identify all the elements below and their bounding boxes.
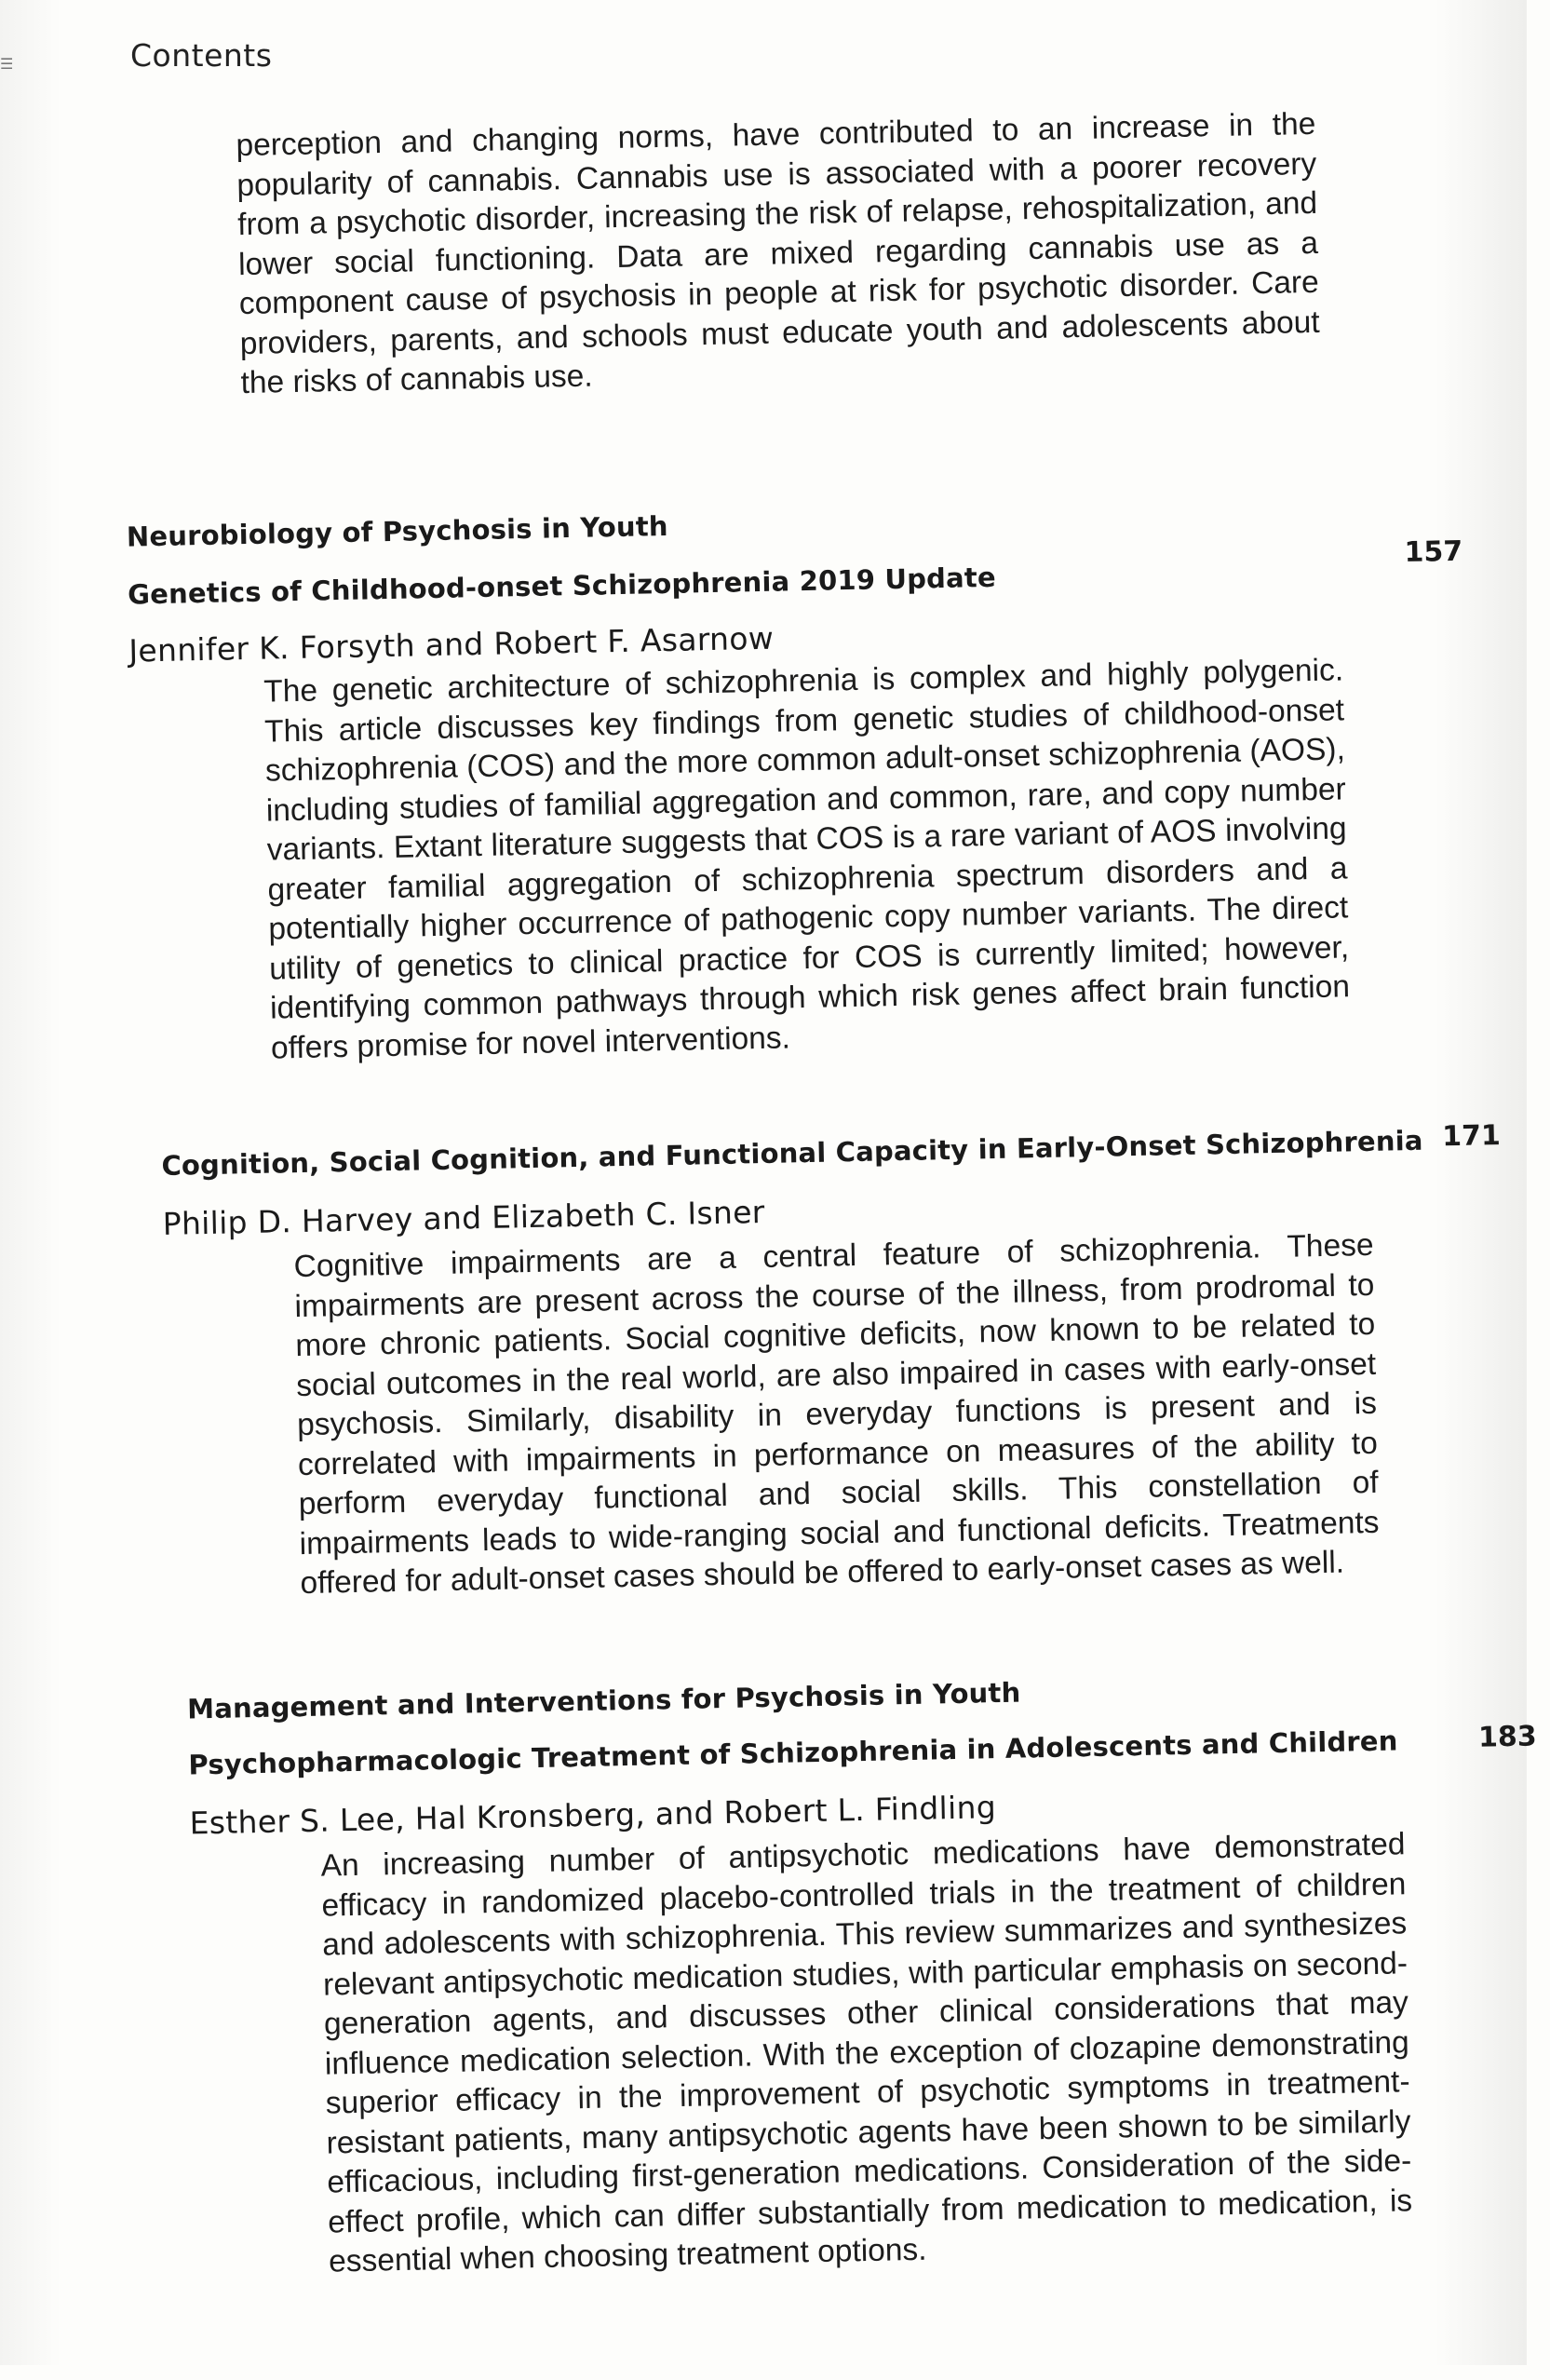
article-authors: Esther S. Lee, Hal Kronsberg, and Robert L. Findling [189,1789,997,1842]
article-authors: Jennifer K. Forsyth and Robert F. Asarnow [128,619,775,669]
section-heading: Management and Interventions for Psychosis in Youth [186,1676,1021,1725]
article-authors: Philip D. Harvey and Elizabeth C. Isner [162,1193,765,1242]
page-number: 183 [1477,1720,1538,1754]
section-heading: Neurobiology of Psychosis in Youth [126,509,668,553]
page-edge-mark: ☰ [0,55,14,73]
page-number: 157 [1404,534,1463,570]
article-abstract: An increasing number of antipsychotic medications have demonstrated efficacy in randomized placebo-controlled trials in the treatment of children and adolescents with schizophrenia. This review summarizes and synthesizes relevant antipsychotic medication studies, with particular emphasis on second-generation agents, and discusses other clinical considerations that may influence medication selection. With the exception of clozapine demonstrating superior efficacy in the improvement of psychotic symptoms in treatment-resistant patients, many antipsychotic agents have been shown to be similarly efficacious, including first-generation medications. Consideration of the side-effect profile, which can differ substantially from medication to medication, is essential when choosing treatment options. [320,1827,1413,2279]
running-head: Contents [130,37,273,74]
intro-abstract-fragment: perception and changing norms, have contributed to an increase in the popularity of cannabis. Cannabis use is associated with a poorer recovery from a psychotic disorder, increasing the risk of relapse, rehospitalization, and lower social functioning. Data are mixed regarding cannabis use as a component cause of psychosis in people at risk for psychotic disorder. Care providers, parents, and schools must educate youth and adolescents about the risks of cannabis use. [236,106,1320,401]
article-title: Psychopharmacologic Treatment of Schizophrenia in Adolescents and Children [188,1724,1398,1781]
article-title: Genetics of Childhood-onset Schizophrenia 2019 Update [127,561,997,611]
article-abstract: The genetic architecture of schizophrenia is complex and highly polygenic. This article discusses key findings from genetic studies of childhood-onset schizophrenia (COS) and the more common adult-onset schizophrenia (AOS), including studies of familial aggregation and common, rare, and copy number variants. Extant literature suggests that COS is a rare variant of AOS involving greater familial aggregation of schizophrenia spectrum disorders and a potentially higher occurrence of pathogenic copy number variants. The direct utility of genetics to clinical practice for COS is currently limited; however, identifying common pathways through which risk genes affect brain function offers promise for novel interventions. [263,653,1351,1066]
article-title: Cognition, Social Cognition, and Functional Capacity in Early-Onset Schizophrenia [161,1124,1423,1182]
article-abstract: Cognitive impairments are a central feature of schizophrenia. These impairments are present across the course of the illness, from prodromal to more chronic patients. Social cognitive deficits, now known to be related to social outcomes in the real world, are also impaired in cases with early-onset psychosis. Similarly, disability in everyday functions is present and is correlated with impairments in performance on measures of the ability to perform everyday functional and social skills. This constellation of impairments leads to wide-ranging social and functional deficits. Treatments offered for adult-onset cases should be offered to early-onset cases as well. [293,1227,1380,1602]
page-number: 171 [1441,1119,1502,1154]
